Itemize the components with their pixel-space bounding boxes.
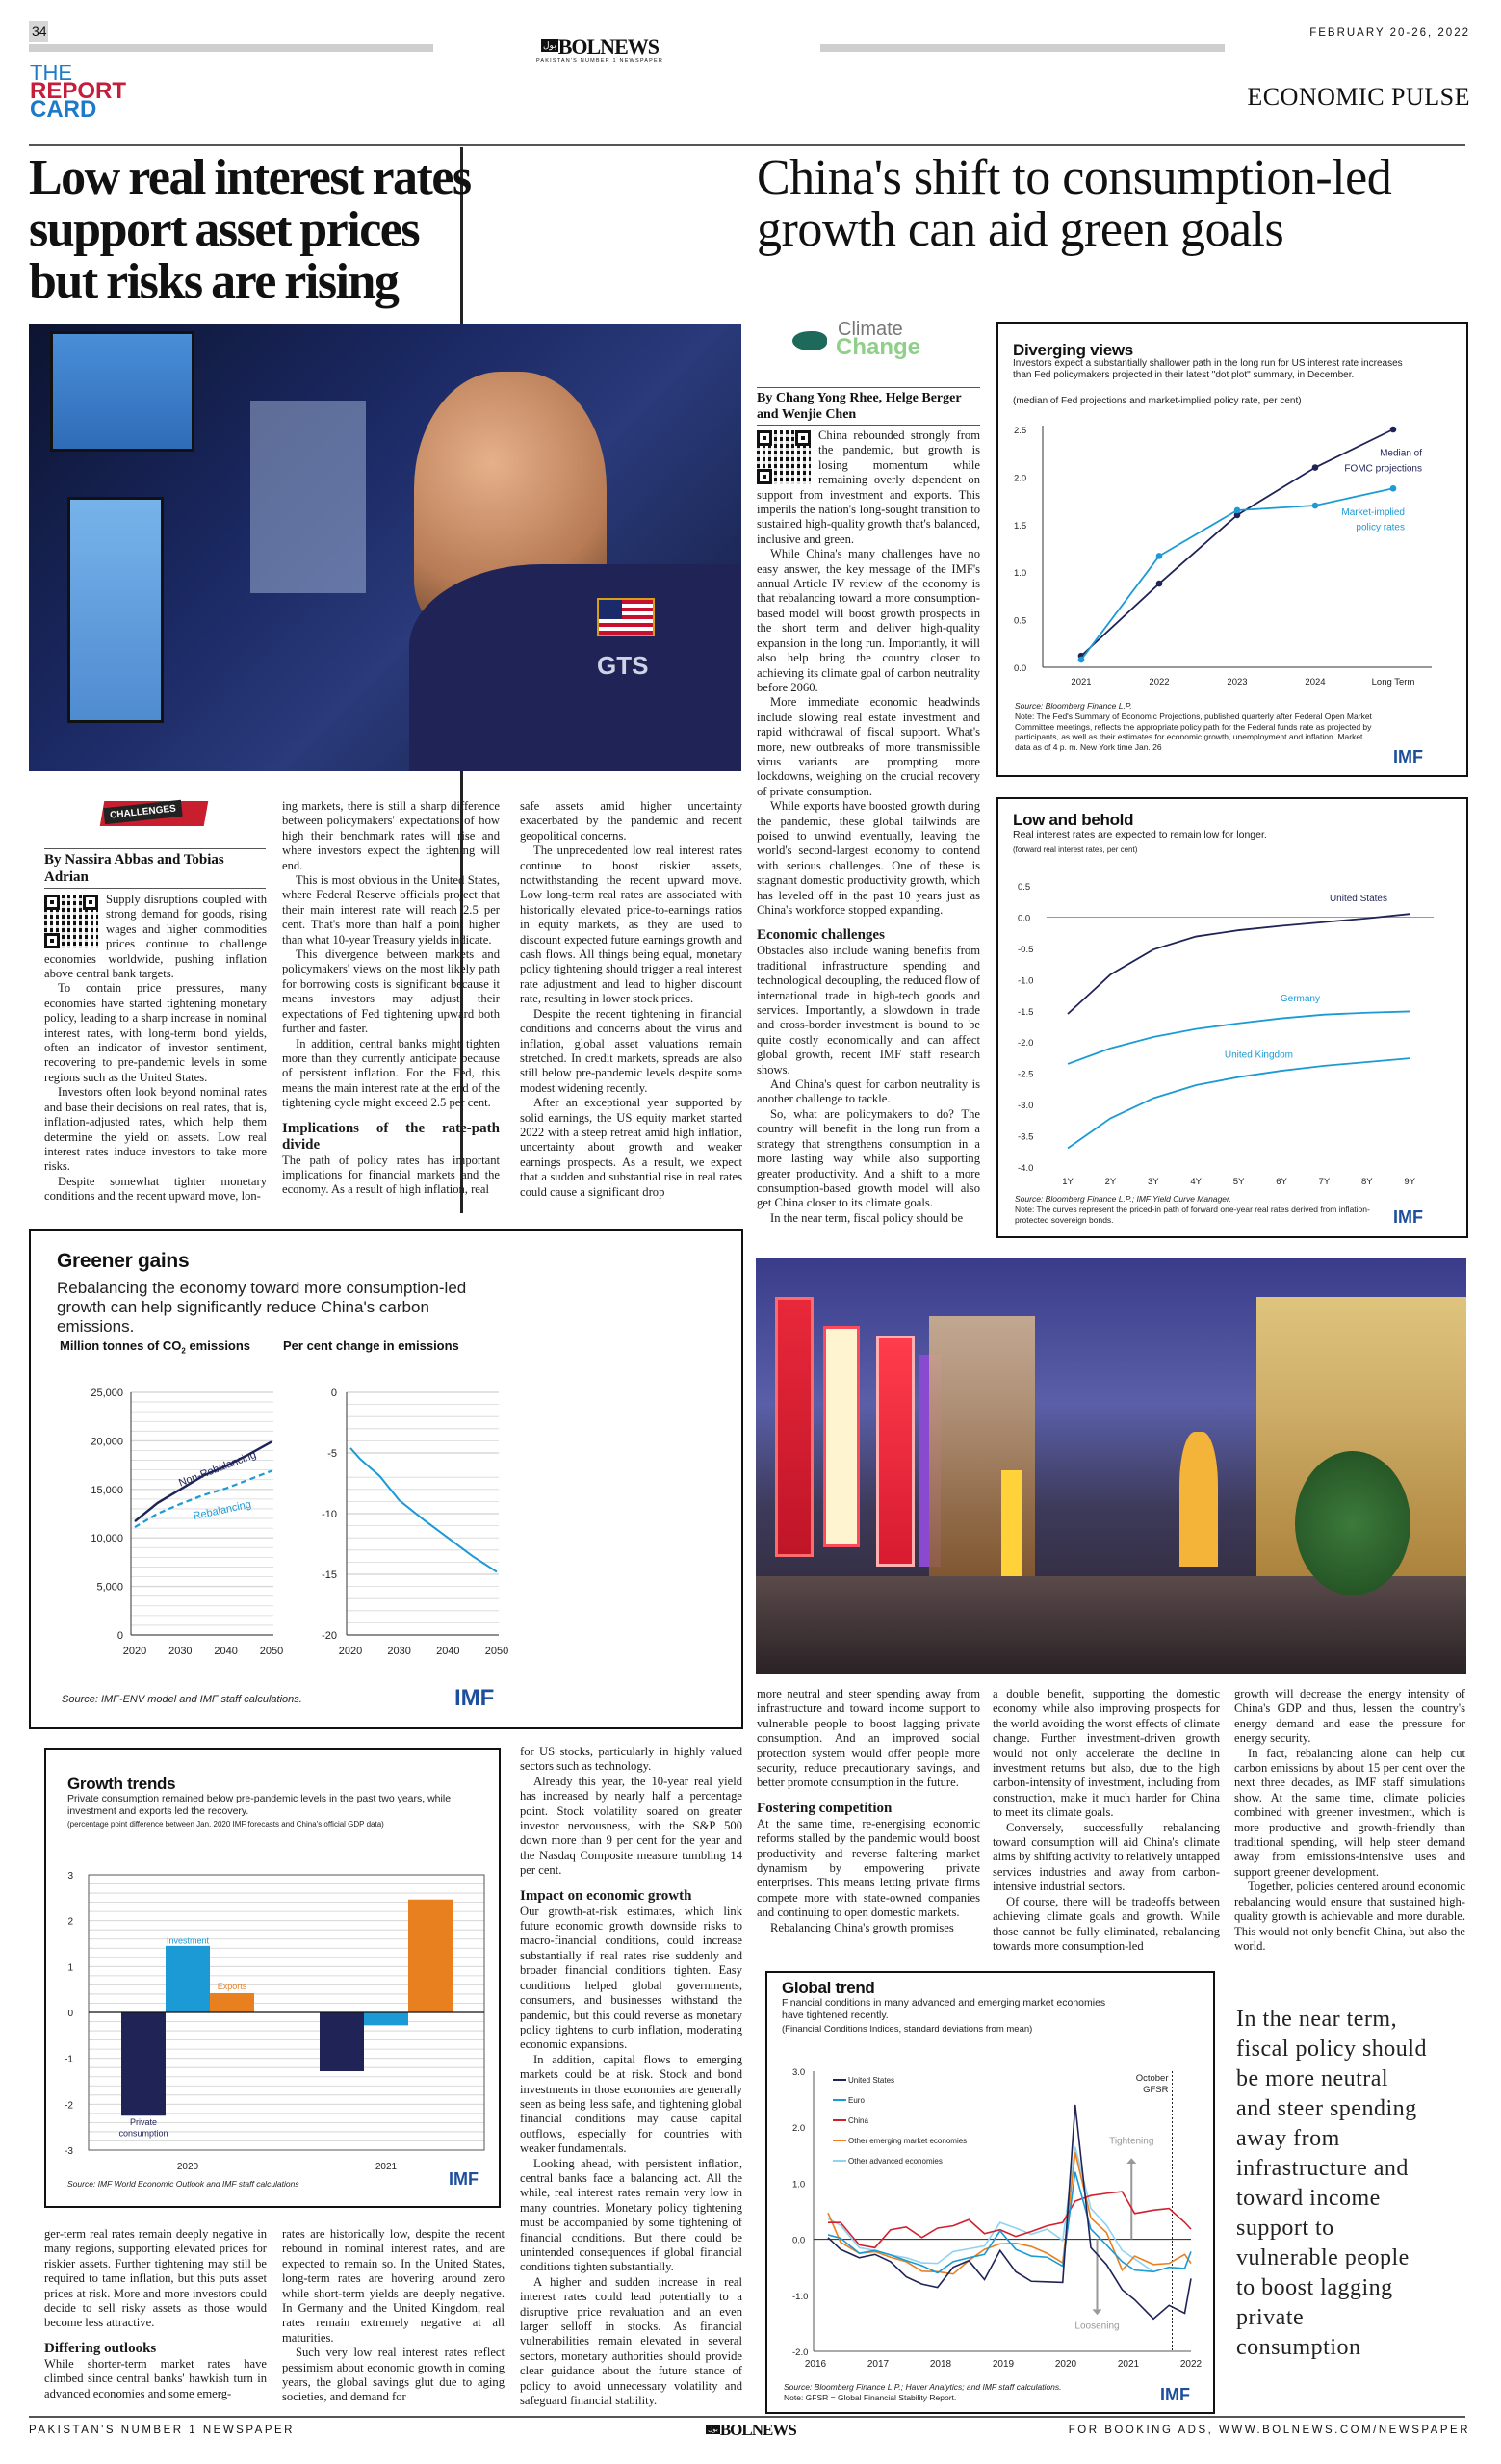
chart-subtitle: Real interest rates are expected to remain low for longer. — [1013, 829, 1267, 841]
imf-logo: IMF — [1160, 2385, 1190, 2404]
y-tick-label: -1.0 — [1018, 975, 1034, 987]
paragraph: In addition, central banks might tighten more than they currently anticipate because of persistent inflation. For the Fed, this means the main interest rate at the end of the tightening cycle might exceed 2.5 per cent. — [282, 1036, 500, 1110]
chart-plot — [998, 874, 1466, 1192]
paragraph: Of course, there will be tradeoffs between achieving climate goals and growth. While those cannot be fully eliminated, rebalancing towards more consumption-led — [993, 1894, 1220, 1953]
byline-rule-top — [757, 387, 980, 388]
right-bottom-col-3 — [1234, 1687, 1465, 1954]
paragraph: In the near term, fiscal policy should be — [770, 1210, 964, 1225]
x-tick-label: 2022 — [1149, 677, 1170, 687]
ylabel-sub: 2 — [181, 1346, 186, 1356]
chart-subtitle: Financial conditions in many advanced and emerging market economies have tightened recently. — [782, 1997, 1106, 2021]
paragraph: growth will decrease the energy intensity of China's GDP and thus, lessen the country's energy demand and ease the pressure for energy security. — [1234, 1687, 1465, 1746]
y-tick-label: 0 — [330, 1388, 337, 1399]
bar-exports — [210, 1993, 254, 2012]
series-label: Rebalancing — [192, 1498, 252, 1522]
chart-subtitle: Rebalancing the economy toward more consumption-led growth can help significantly reduce China's carbon emissions. — [57, 1279, 467, 1336]
data-point — [1234, 507, 1241, 514]
paragraph: Our growth-at-risk estimates, which link future economic growth downside risks to macro-financial conditions, could increase substantially if real rates rise suddenly and broader financial conditions tighten. Easy conditions helped global governments, consumers, and businesses withstand the pandemic, but this could reverse as monetary policy tightens to curb inflation, moderating economic expansions. — [520, 1904, 742, 2052]
jacket-logo: GTS — [597, 651, 649, 680]
bar-label: Private — [129, 2116, 158, 2127]
y-tick-label: -0.5 — [1018, 944, 1034, 955]
chart-plot — [46, 1846, 499, 2172]
data-point — [1312, 503, 1319, 509]
paragraph: While China's many challenges have no easy answer, the key message of the IMF's annual Article IV review of the economy is that rebalancing toward a more consumption-based model will boost growth prospects in the short term and deliver high-quality expansion in the long run. Importantly, it will also help bring the country closer to achieving its climate goal of carbon neutrality before 2060. — [757, 547, 980, 694]
data-point — [1156, 581, 1163, 587]
neon-sign-3 — [876, 1336, 915, 1567]
chart-plot — [767, 2050, 1213, 2377]
bar-investment — [166, 1946, 210, 2012]
x-tick-label: 5Y — [1232, 1177, 1245, 1187]
shanghai-street-photo — [756, 1258, 1466, 1674]
x-tick-label: 2021 — [1071, 677, 1092, 687]
paragraph: This divergence between markets and policymakers' views on the most likely path for borrowing costs is significant because it means investors may adjust their expectations of Fed tightening upward both further and faster. — [282, 947, 500, 1036]
paragraph: More immediate economic headwinds include slowing real estate investment and rapid withdrawal of fiscal support. What's more, new outbreaks of more transmissible virus variants are prompting more lockdowns, weighing on the crucial recovery of private consumption. — [757, 695, 980, 798]
x-tick-label: 2023 — [1227, 677, 1248, 687]
chart-unit: (median of Fed projections and market-implied policy rate, per cent) — [1013, 396, 1302, 406]
subheading: Differing outlooks — [44, 2340, 157, 2356]
header-rule-right — [820, 44, 1225, 52]
y-tick-label: 1 — [67, 1962, 73, 1974]
paragraph: Supply disruptions coupled with strong demand for goods, rising wages and higher commodities prices continue to challenge economies worldwide, pushing inflation above central bank targets. — [44, 893, 267, 981]
data-point — [1390, 485, 1397, 492]
bar-label: Exports — [217, 1982, 247, 1992]
chart-subtitle: Private consumption remained below pre-pandemic levels in the past two years, while investment and exports led the recovery. — [67, 1793, 452, 1817]
paragraph: a double benefit, supporting the domestic economy while also improving prospects for the world avoiding the worst effects of climate change. Further investment-driven growth would not only accelerate the decline in investment returns but also, due to the high carbon-intensity of investment, including from construction, make it much harder for China to meet its climate goals. — [993, 1687, 1220, 1820]
us-flag-patch — [597, 598, 655, 636]
y-tick-label: 20,000 — [91, 1436, 123, 1448]
y-tick-label: 0.0 — [1014, 663, 1027, 674]
chart-note: Note: The Fed's Summary of Economic Projections, published quarterly after Federal Open Market Committee meetings, reflects the appropriate policy path for the Federal funds rate as projected by participants, as well as their estimates for economic growth, unemployment and inflation. Market data as of 4 p. m. New York time Jan. 26 — [1015, 712, 1372, 752]
annotation-label: October — [1135, 2073, 1169, 2084]
x-tick-label: 2Y — [1104, 1177, 1117, 1187]
trader-jacket — [409, 564, 741, 771]
y-tick-label: -1.5 — [1018, 1006, 1034, 1018]
data-point — [1078, 657, 1085, 663]
y-tick-label: 10,000 — [91, 1533, 123, 1545]
x-tick-label: 4Y — [1190, 1177, 1203, 1187]
series-label: United States — [1329, 894, 1387, 905]
right-headline: China's shift to consumption-led growth can aid green goals — [757, 150, 1392, 257]
trader-photo — [29, 324, 741, 771]
ylabel-text: Million tonnes of CO — [60, 1338, 182, 1353]
chart-unit: (Financial Conditions Indices, standard deviations from mean) — [782, 2024, 1033, 2035]
paragraph: Despite somewhat tighter monetary conditions and the recent upward move, lon- — [44, 1174, 267, 1204]
right-col-1 — [757, 428, 980, 1226]
y-tick-label: -15 — [322, 1569, 337, 1581]
series-label: United Kingdom — [1224, 1050, 1293, 1061]
paragraph: In addition, capital flows to emerging markets could be at risk. Stock and bond investments in those economies are generally seen as being less safe, and tightening global financial conditions may cause capital outflows, especially for countries with weaker fundamentals. — [520, 2052, 742, 2156]
series-line-united-states — [1068, 914, 1410, 1014]
paragraph: While exports have boosted growth during the pandemic, these global tailwinds are poised to unwind eventually, leaving the world's second-largest economy to contend with serious challenges. One of these is stagnant domestic productivity growth, which has leveled off in the past 10 years just as China's workforce stopped expanding. — [757, 799, 980, 917]
chart-note: Note: The curves represent the priced-in path of forward one-year real rates derived from inflation-protected sovereign bonds. — [1015, 1205, 1370, 1225]
x-tick-label: 2019 — [992, 2359, 1015, 2370]
x-tick-label: 8Y — [1360, 1177, 1373, 1187]
qr-code[interactable] — [44, 895, 98, 948]
y-tick-label: -20 — [322, 1630, 337, 1642]
x-tick-label: 2022 — [1179, 2359, 1203, 2370]
footer-rule — [29, 2416, 1465, 2418]
y-tick-label: -3.5 — [1018, 1131, 1034, 1143]
ylabel-text: emissions — [185, 1338, 251, 1353]
series-label: Germany — [1280, 994, 1320, 1005]
panel-2-ylabel: Per cent change in emissions — [283, 1338, 459, 1353]
issue-date: FEBRUARY 20-26, 2022 — [1309, 27, 1470, 39]
series-label: policy rates — [1356, 522, 1405, 533]
byline-rule-bottom — [44, 888, 266, 889]
y-tick-label: 0.5 — [1018, 882, 1031, 893]
chart-plot-percent — [268, 1365, 508, 1664]
y-tick-label: -3 — [65, 2146, 73, 2157]
x-tick-label: 2016 — [804, 2359, 827, 2370]
paragraph: Looking ahead, with persistent inflation, central banks face a balancing act. All the while, real interest rates remain very low in many countries. Monetary policy tightening must be accompanied by some tightening of financial conditions. But there could be unintended consequences if global financial conditions tighten substantially. — [520, 2156, 742, 2274]
x-tick-label: 2021 — [1117, 2359, 1140, 2370]
paragraph: The unprecedented low real interest rates continue to boost riskier assets, notwithstanding the recent upward move. Low long-term real rates are associated with historically elevated price-to-earnings ratios in equity markets, as they are used to discount expected future earnings growth and cash flows. All things being equal, monetary policy tightening should trigger a real interest rate adjustment and lead to higher discount rate, resulting in lower stock prices. — [520, 843, 742, 1006]
lit-tower — [1179, 1432, 1218, 1567]
paragraph: Such very low real interest rates reflect pessimism about economic growth in coming years, the global savings glut due to aging societies, and demand for — [282, 2346, 505, 2404]
subheading: Impact on economic growth — [520, 1887, 692, 1904]
masthead-badge: بول — [543, 40, 556, 50]
chart-unit: (percentage point difference between Jan. 2020 IMF forecasts and China's official GDP data) — [67, 1820, 384, 1829]
x-tick-label: 2017 — [867, 2359, 890, 2370]
chart-greener-gains — [29, 1229, 743, 1729]
imf-logo: IMF — [1393, 747, 1423, 766]
paragraph: ing markets, there is still a sharp difference between policymakers' expectations of how high their benchmark rates will rise and where investors expect the tightening will end. — [282, 799, 500, 872]
x-tick-label: 6Y — [1276, 1177, 1287, 1187]
right-bottom-col-2 — [993, 1687, 1220, 1954]
right-byline: By Chang Yong Rhee, Helge Berger and Wenjie Chen — [757, 391, 962, 422]
left-bottom-col-2 — [282, 2227, 505, 2405]
y-tick-label: -1 — [65, 2054, 73, 2065]
monitor-1 — [50, 331, 194, 452]
tightening-arrowhead — [1126, 2158, 1136, 2164]
left-col-3 — [520, 799, 742, 1200]
right-bottom-col-1 — [757, 1687, 980, 1935]
y-tick-label: 1.0 — [792, 2179, 806, 2191]
paragraph: In fact, rebalancing alone can help cut carbon emissions by about 15 per cent over the next three decades, as IMF staff simulations show. At the same time, climate policies combined with greener investment, which is more productive and growth-friendly than traditional spending, will help steer demand away from emissions-intensive uses and support greener development. — [1234, 1746, 1465, 1879]
series-label: FOMC projections — [1344, 463, 1422, 475]
left-headline: Low real interest rates support asset prices but risks are rising — [29, 150, 471, 309]
y-tick-label: -2.5 — [1018, 1069, 1034, 1080]
left-col-2 — [282, 799, 500, 1198]
paragraph: So, what are policymakers to do? The country will benefit in the long run from a strategy that strengthens consumption in a more lasting way while also supporting greater productivity. And a shift to a more consumption-based growth model will also get China closer to its climate goals. — [757, 1106, 980, 1210]
x-tick-label: 2024 — [1305, 677, 1326, 687]
annotation-label: Tightening — [1109, 2136, 1154, 2147]
subheading: Economic challenges — [757, 927, 885, 944]
paragraph: Conversely, successfully rebalancing toward consumption will aid China's climate aims by shifting activity to relatively untapped services industries and away from carbon-intensive industrial sectors. — [993, 1820, 1220, 1894]
y-tick-label: 1.5 — [1014, 520, 1027, 532]
paragraph: more neutral and steer spending away from infrastructure and toward income support to vulnerable people to boost lagging private consumption. And an improved social protection system would offer people more security, reduce precautionary savings, and better promote consumption in the future. — [757, 1687, 980, 1790]
chart-low-and-behold — [996, 797, 1468, 1238]
chart-subtitle: Investors expect a substantially shallower path in the long run for US interest rate increases than Fed policymakers projected in their latest "dot plot" summary, in December. — [1013, 358, 1403, 380]
chart-source: Source: IMF-ENV model and IMF staff calculations. — [62, 1694, 302, 1705]
chart-title: Low and behold — [1013, 811, 1134, 829]
y-tick-label: 2.0 — [792, 2123, 806, 2135]
data-point — [1312, 464, 1319, 471]
paragraph: Despite the recent tightening in financial conditions and concerns about the virus and inflation, global asset valuations remain stretched. In credit markets, spreads are also still below pre-pandemic levels despite some modest widening recently. — [520, 1006, 742, 1095]
x-tick-label: 2020 — [176, 2162, 199, 2172]
y-tick-label: -5 — [327, 1448, 337, 1460]
chart-global-trend — [765, 1971, 1215, 2414]
header-rule-left — [29, 44, 433, 52]
masthead — [441, 35, 759, 64]
climate-bulb-icon — [792, 331, 827, 350]
y-tick-label: 5,000 — [96, 1581, 123, 1594]
climate-tag-line2: Change — [836, 334, 921, 360]
legend-label: China — [848, 2116, 868, 2125]
legend-label: Other emerging market economies — [848, 2137, 968, 2145]
panel-1-ylabel — [60, 1338, 250, 1356]
page-number: 34 — [32, 23, 47, 39]
chart-diverging-views — [996, 322, 1468, 777]
paragraph: Investors often look beyond nominal rates and base their decisions on real rates, that is, inflation-adjusted rates, which help them determine the yield on assets. Low real interest rates induce investors to take more risks. — [44, 1085, 267, 1174]
x-tick-label: 7Y — [1318, 1177, 1331, 1187]
y-tick-label: -2 — [65, 2100, 73, 2112]
masthead-tagline: PAKISTAN'S NUMBER 1 NEWSPAPER — [535, 58, 664, 64]
imf-logo: IMF — [449, 2169, 479, 2189]
data-point — [1156, 553, 1163, 559]
neon-sign-1 — [775, 1297, 814, 1557]
neon-sign-yellow — [1001, 1470, 1022, 1586]
x-tick-label: 2018 — [929, 2359, 952, 2370]
qr-code[interactable] — [757, 430, 811, 484]
footer-logo-text: BOLNEWS — [719, 2421, 796, 2439]
chart-title: Greener gains — [57, 1250, 190, 1272]
x-tick-label: 2030 — [387, 1646, 411, 1657]
section-logo-line1: THE — [30, 61, 72, 85]
paragraph: To contain price pressures, many economies have started tightening monetary policy, leading to a sharp increase in nominal interest rates, with long-term bond yields, often an indicator of investor sentiment, recovering to pre-pandemic levels in some regions such as the United States. — [44, 981, 267, 1084]
paragraph: ger-term real rates remain deeply negative in many regions, supporting elevated prices for riskier assets. Further tightening may still be required to tame inflation, but this puts asset prices at risk. More and more investors could decide to sell risky assets as those would become less attractive. — [44, 2227, 267, 2330]
y-tick-label: 2 — [67, 1916, 73, 1928]
bar-investment — [364, 2012, 408, 2025]
chart-source: Source: Bloomberg Finance L.P. — [1015, 701, 1132, 711]
y-tick-label: 0.0 — [792, 2235, 806, 2246]
y-tick-label: 2.5 — [1014, 426, 1027, 436]
section-logo-line2: REPORT — [30, 78, 127, 104]
paragraph: for US stocks, particularly in highly valued sectors such as technology. — [520, 1745, 742, 1774]
chart-note: Note: GFSR = Global Financial Stability Report. — [784, 2393, 957, 2402]
paragraph: Rebalancing China's growth promises — [770, 1920, 954, 1934]
left-mid-col — [520, 1745, 742, 2408]
y-tick-label: -3.0 — [1018, 1101, 1034, 1112]
paragraph: Obstacles also include waning benefits from traditional infrastructure spending and technological decoupling, the reduced flow of international trade in high-tech goods and services. Importantly, a slowdown in trade and cross-border investment is bound to be quite costly economically and can affect global growth, recent IMF staff research shows. — [757, 944, 980, 1076]
series-label: Non-Rebalancing — [177, 1448, 258, 1490]
x-tick-label: 9Y — [1404, 1177, 1416, 1187]
section-logo-line3: CARD — [30, 96, 97, 122]
x-tick-label: 2021 — [375, 2162, 398, 2172]
x-tick-label: 2040 — [214, 1646, 238, 1657]
monitor-2 — [67, 497, 164, 723]
y-tick-label: 25,000 — [91, 1388, 123, 1399]
chart-plot-emissions — [31, 1365, 284, 1664]
pull-quote: In the near term, fiscal policy should be more neutral and steer spending away from infrastructure and toward income support to vulnerable people to boost lagging private consumption — [1236, 2007, 1427, 2360]
paragraph: This is most obvious in the United States, where Federal Reserve officials project that their main interest rate will reach 2.5 per cent. That's more than half a point higher than what 10-year Treasury yields indicate. — [282, 873, 500, 947]
annotation-label: GFSR — [1143, 2085, 1169, 2095]
chart-growth-trends — [44, 1748, 501, 2208]
x-tick-label: 2030 — [168, 1646, 193, 1657]
y-tick-label: 0 — [67, 2009, 73, 2019]
y-tick-label: -2.0 — [792, 2347, 809, 2358]
climate-tag-line1: Climate — [838, 319, 903, 340]
footer-logo-badge: بول — [708, 2426, 718, 2433]
x-tick-label: 2020 — [338, 1646, 363, 1657]
series-label: Market-implied — [1341, 506, 1405, 518]
x-tick-label: 2050 — [484, 1646, 509, 1657]
chart-plot — [998, 410, 1466, 699]
x-tick-label: 2050 — [259, 1646, 284, 1657]
paragraph: After an exceptional year supported by solid earnings, the US equity market started 2022 with a steep retreat amid high inflation, uncertainty about growth and weaker earnings prospects. As a result, we expect that a sudden and substantial rise in real rates could cause a significant drop — [520, 1096, 742, 1199]
bar-label: consumption — [118, 2128, 168, 2139]
imf-logo: IMF — [1393, 1207, 1423, 1227]
header-divider — [29, 144, 1465, 146]
paragraph: Together, policies centered around economic rebalancing would ensure that sustained high-quality growth is achievable and more durable. This would not only benefit China, but also the world. — [1234, 1880, 1465, 1953]
series-line-united-kingdom — [1068, 1058, 1410, 1148]
bar-label: Investment — [166, 1935, 210, 1946]
y-tick-label: 3.0 — [792, 2067, 806, 2078]
y-tick-label: -2.0 — [1018, 1038, 1034, 1050]
y-tick-label: 15,000 — [91, 1484, 123, 1496]
footer-right: FOR BOOKING ADS, WWW.BOLNEWS.COM/NEWSPAPER — [1068, 2425, 1470, 2436]
x-tick-label: 2040 — [436, 1646, 460, 1657]
byline-rule-top — [44, 848, 266, 849]
x-tick-label: 3Y — [1147, 1177, 1159, 1187]
x-tick-label: 1Y — [1062, 1177, 1074, 1187]
y-tick-label: -4.0 — [1018, 1163, 1034, 1174]
paragraph: The path of policy rates has important implications for financial markets and the economy. As a result of high inflation, real — [282, 1153, 500, 1197]
x-tick-label: 2020 — [1054, 2359, 1077, 2370]
subheading: Fostering competition — [757, 1800, 893, 1816]
legend-label: Euro — [848, 2096, 865, 2105]
neon-sign-2 — [823, 1326, 860, 1547]
tree — [1295, 1451, 1410, 1595]
loosening-arrowhead — [1093, 2309, 1102, 2315]
paragraph: rates are historically low, despite the recent rebound in nominal interest rates, and are expected to remain so. In the United States, long-term rates are hovering around zero while short-term yields are deeply negative. In Germany and the United Kingdom, real rates remain extremely negative at all maturities. — [282, 2227, 505, 2345]
chart-source: Source: Bloomberg Finance L.P.; IMF Yield Curve Manager. — [1015, 1194, 1231, 1204]
y-tick-label: 0 — [116, 1630, 123, 1642]
footer-left: PAKISTAN'S NUMBER 1 NEWSPAPER — [29, 2425, 295, 2436]
annotation-label: Loosening — [1074, 2321, 1120, 2332]
masthead-logo: BOLNEWS — [557, 35, 659, 59]
monitor-3 — [250, 401, 366, 593]
paragraph: safe assets amid higher uncertainty exacerbated by the pandemic and recent geopolitical concerns. — [520, 799, 742, 843]
data-point — [1390, 427, 1397, 433]
footer-logo — [674, 2421, 828, 2440]
paragraph: China rebounded strongly from the pandemic, but growth is losing momentum while remaining overly dependent on support from investment and exports. This imperils the nation's long-sought transition to sustained high-quality growth that's balanced, inclusive and green. — [757, 428, 980, 546]
paragraph: At the same time, re-energising economic reforms stalled by the pandemic would boost productivity and reverse faltering market dynamism by empowering private enterprises. This means letting private firms compete more with state-owned companies and continuing to open domestic markets. — [757, 1816, 980, 1920]
chart-source: Source: IMF World Economic Outlook and IMF staff calculations — [67, 2179, 299, 2189]
bar-private-consumption — [320, 2012, 364, 2071]
y-tick-label: 3 — [67, 1871, 73, 1881]
byline-rule-bottom — [757, 425, 980, 426]
y-tick-label: 1.0 — [1014, 568, 1027, 580]
left-byline: By Nassira Abbas and Tobias Adrian — [44, 852, 224, 885]
imf-logo: IMF — [454, 1685, 495, 1711]
y-tick-label: -10 — [322, 1509, 337, 1520]
bar-private-consumption — [121, 2012, 166, 2115]
paragraph: While shorter-term market rates have climbed since central banks' hawkish turn in advanced economies and some emerg- — [44, 2356, 267, 2400]
paragraph: And China's quest for carbon neutrality is another challenge to tackle. — [757, 1077, 980, 1106]
chart-title: Global trend — [782, 1979, 875, 1997]
left-col-1 — [44, 893, 267, 1205]
legend-label: Other advanced economies — [848, 2157, 943, 2166]
y-tick-label: 2.0 — [1014, 473, 1027, 484]
y-tick-label: 0.5 — [1014, 615, 1027, 627]
y-tick-label: -1.0 — [792, 2291, 809, 2302]
paragraph: A higher and sudden increase in real interest rates could lead potentially to a disruptive price revaluation and an even larger selloff in stocks. As financial vulnerabilities remain elevated in several sectors, monetary authorities should provide clear guidance about the future stance of policy to avoid unnecessary volatility and safeguard financial stability. — [520, 2274, 742, 2408]
section-economic-pulse: ECONOMIC PULSE — [1247, 83, 1470, 111]
y-tick-label: 0.0 — [1018, 913, 1031, 924]
chart-title: Growth trends — [67, 1775, 176, 1793]
challenges-tag: CHALLENGES — [103, 800, 182, 824]
bar-exports — [408, 1900, 453, 2012]
x-tick-label: 2020 — [122, 1646, 147, 1657]
chart-source: Source: Bloomberg Finance L.P.; Haver Analytics; and IMF staff calculations. — [784, 2382, 1062, 2392]
legend-label: United States — [848, 2076, 895, 2085]
series-label: Median of — [1380, 448, 1422, 459]
chart-unit: (forward real interest rates, per cent) — [1013, 845, 1138, 854]
left-bottom-col-1 — [44, 2227, 267, 2401]
section-logo-report-card — [30, 61, 127, 122]
paragraph: Already this year, the 10-year real yield has increased by nearly half a percentage point. Stock volatility soared on greater investor nervousness, with the S&P 500 down more than 9 per cent for the year and the Nasdaq Composite measure tumbling 14 per cent. — [520, 1774, 742, 1878]
chart-title: Diverging views — [1013, 341, 1133, 359]
series-line-percent-change — [350, 1448, 497, 1572]
subheading: Implications of the rate-path divide — [282, 1120, 500, 1153]
x-tick-label: Long Term — [1371, 677, 1415, 687]
